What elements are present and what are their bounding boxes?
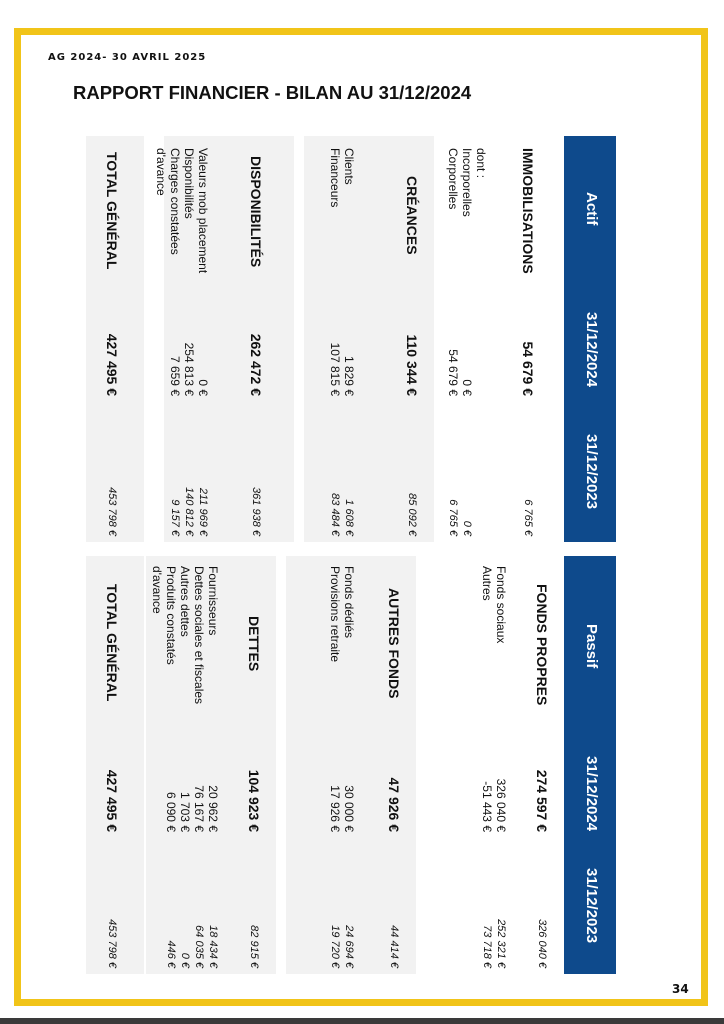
passif-table [86, 556, 616, 974]
autres-fonds-label: AUTRES FONDS [386, 588, 402, 699]
dettes-sub-2023: 18 434 € 64 035 € 0 € 446 € [165, 925, 219, 968]
passif-total-label: TOTAL GÉNÉRAL [104, 584, 120, 702]
disponibilites-2023: 361 938 € [250, 487, 262, 536]
immobilisations-2024: 54 679 € [520, 341, 536, 396]
fonds-propres-2023: 326 040 € [536, 919, 548, 968]
actif-header-row [564, 136, 616, 542]
dettes-label: DETTES [246, 616, 262, 672]
actif-header-label: Actif [583, 192, 600, 226]
fonds-propres-sub-2024: 326 040 € -51 443 € [480, 778, 508, 832]
autres-fonds-sub-labels: Fonds dédiés Provisions retraite [328, 566, 356, 663]
page-number: 34 [672, 982, 689, 996]
passif-row-total [86, 556, 144, 974]
disponibilites-sub-2024: 0 € 254 813 € 7 659 € [168, 342, 210, 396]
disponibilites-label: DISPONIBILITÉS [248, 156, 264, 268]
fonds-propres-label: FONDS PROPRES [534, 584, 550, 706]
actif-disponibilites-detail [150, 136, 210, 542]
fonds-propres-sub-labels: Fonds sociaux Autres [480, 566, 508, 644]
passif-header-2024: 31/12/2024 [583, 756, 600, 832]
dettes-sub-2024: 20 962 € 76 167 € 1 703 € 6 090 € [164, 785, 220, 832]
disponibilites-2024: 262 472 € [248, 333, 264, 396]
dettes-2024: 104 923 € [246, 769, 262, 832]
creances-sub-2024: 1 829 € 107 815 € [328, 342, 356, 396]
actif-total-2023: 453 798 € [106, 487, 118, 536]
actif-total-2024: 427 495 € [104, 333, 120, 396]
footer-divider [0, 1018, 724, 1024]
passif-total-2024: 427 495 € [104, 769, 120, 832]
passif-header-label: Passif [583, 624, 600, 669]
actif-header-2024: 31/12/2024 [583, 312, 600, 388]
passif-dettes-detail [148, 556, 220, 974]
immobilisations-sub-2024: 0 € 54 679 € [446, 349, 474, 396]
actif-total-label: TOTAL GÉNÉRAL [104, 152, 120, 270]
dettes-sub-labels: Fournisseurs Dettes sociales et fiscales Autres dettes Produits constatés d'avance [150, 566, 220, 705]
fonds-propres-2024: 274 597 € [534, 769, 550, 832]
page-title: RAPPORT FINANCIER - BILAN AU 31/12/2024 [73, 82, 472, 103]
creances-2023: 85 092 € [406, 493, 418, 536]
autres-fonds-2023: 44 414 € [388, 925, 400, 968]
passif-row-fonds-propres [472, 556, 564, 974]
creances-sub-labels: Clients Financeurs [328, 148, 356, 208]
passif-autres-fonds-detail [316, 556, 356, 974]
dettes-2023: 82 915 € [248, 925, 260, 968]
actif-table [86, 136, 616, 542]
immobilisations-sub-labels: dont : Incorporelles Corporelles [446, 148, 488, 217]
actif-creances-detail [316, 136, 356, 542]
passif-total-2023: 453 798 € [106, 919, 118, 968]
autres-fonds-2024: 47 926 € [386, 777, 402, 832]
actif-row-immobilisations [434, 136, 564, 542]
passif-header-row [564, 556, 616, 974]
fonds-propres-sub-2023: 252 321 € 73 718 € [481, 919, 507, 968]
immobilisations-label: IMMOBILISATIONS [520, 148, 536, 274]
autres-fonds-sub-2024: 30 000 € 17 926 € [328, 785, 356, 832]
immobilisations-sub-2023: 0 € 6 765 € [447, 499, 473, 536]
header-tag: AG 2024- 30 AVRIL 2025 [48, 52, 207, 63]
passif-header-2023: 31/12/2023 [583, 868, 600, 944]
creances-label: CRÉANCES [404, 176, 420, 255]
creances-2024: 110 344 € [404, 334, 420, 396]
actif-header-2023: 31/12/2023 [583, 434, 600, 510]
immobilisations-2023: 6 765 € [522, 499, 534, 536]
creances-sub-2023: 1 608 € 83 484 € [329, 493, 355, 536]
actif-row-total [86, 136, 144, 542]
autres-fonds-sub-2023: 24 694 € 19 720 € [329, 925, 355, 968]
disponibilites-sub-2023: 211 969 € 140 812 € 9 157 € [169, 487, 209, 536]
disponibilites-sub-labels: Valeurs mob placement Disponibilités Charges constatées d'avance [154, 148, 210, 274]
